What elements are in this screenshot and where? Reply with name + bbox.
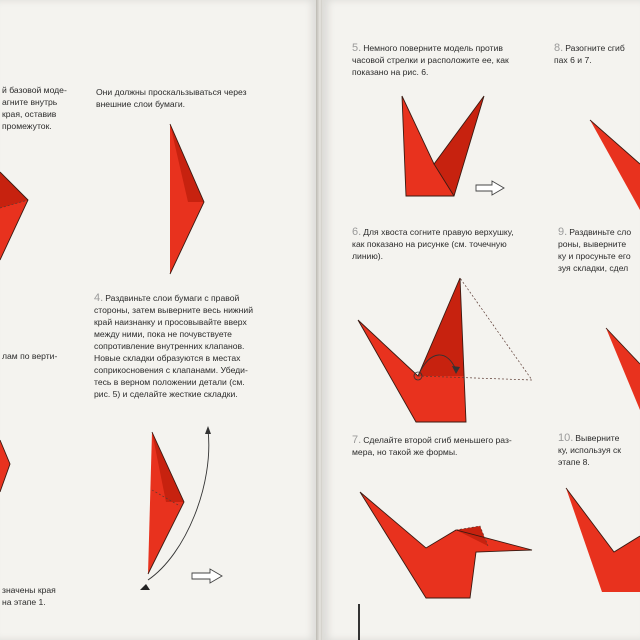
right-page (322, 0, 640, 640)
diagram-step3-narrow-kite (166, 124, 214, 276)
turn-over-arrow-icon (190, 568, 224, 584)
left-page (0, 0, 318, 640)
step6-text: 6. Для хвоста согните правую верхушку, как показано на рисунке (см. точечную линию). (352, 226, 514, 261)
diagram-step10-partial (562, 484, 640, 594)
bottom-fold-line (358, 604, 360, 640)
next-arrow-icon (474, 180, 506, 196)
step5-text: 5. Немного поверните модель против часовой стрелки и расположите ее, как показано на рис. 6. (352, 42, 509, 77)
diagram-left-top-partial (0, 160, 40, 270)
bottom-partial-text: значены края на этапе 1. (2, 585, 56, 607)
step10-partial-text: 10. Выверните ку, используя ск этапе 8. (558, 432, 622, 467)
step9-partial-text: 9. Раздвиньте сло роны, выверните ку и просуньте его зуя складки, сдел (558, 226, 632, 273)
step4-text: 4. Раздвиньте слои бумаги с правой стороны, затем выверните весь нижний край наизнанку и просовывайте вверх между ними, пока не почувствуете сопротивление внутренних клапанов. Новые складки образуются в местах соприкосновения с клапанами. Убеди- тесь в верном положении детали (см. рис. 5) и сделайте жесткие складки. (94, 292, 253, 399)
diagram-left-middle-partial (0, 420, 20, 500)
diagram-step6-tail-fold (356, 276, 536, 426)
step3-partial-text: й базовой моде- агните внутрь края, оставив промежуток. (2, 85, 67, 131)
diagram-step7-second-fold (358, 490, 538, 602)
step7-text: 7. Сделайте второй сгиб меньшего раз- мера, но такой же формы. (352, 434, 512, 457)
fold-vertical-partial-text: лам по верти- (2, 351, 58, 361)
diagram-step8-partial (586, 116, 640, 212)
diagram-step9-partial (604, 324, 640, 414)
step8-partial-text: 8. Разогните сгиб пах 6 и 7. (554, 42, 625, 65)
slip-through-note: Они должны проскальзываться через внешние слои бумаги. (96, 87, 247, 109)
